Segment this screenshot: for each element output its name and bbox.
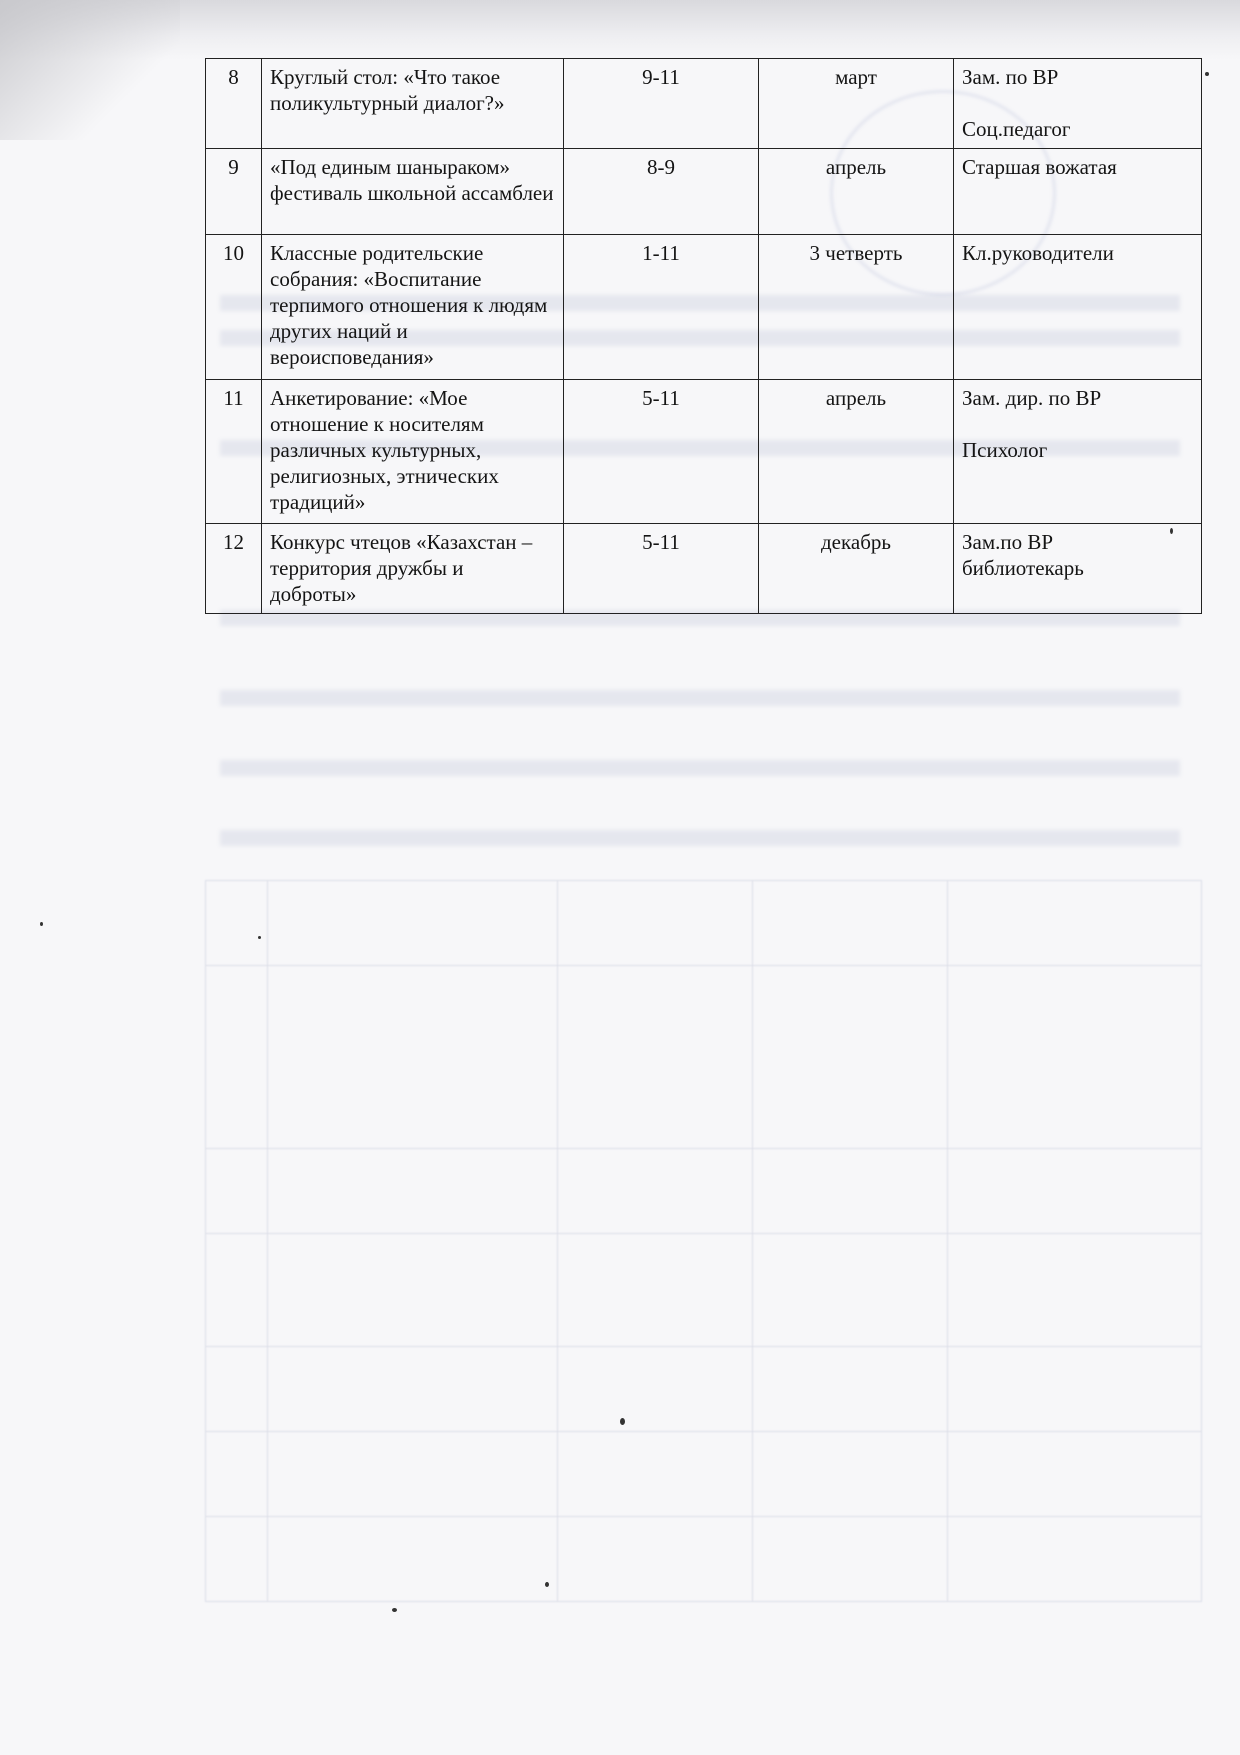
scan-speck <box>1170 528 1173 534</box>
term-cell: 3 четверть <box>759 235 954 380</box>
grades-cell: 5-11 <box>564 524 759 614</box>
bleed-text-line <box>220 830 1180 846</box>
responsible-cell <box>954 59 1202 149</box>
responsible-name: Кл.руководители <box>962 241 1114 265</box>
table-row <box>206 380 1202 524</box>
responsible-cell <box>954 380 1202 524</box>
grades-cell: 8-9 <box>564 149 759 235</box>
responsible-name: Зам. по ВР <box>962 65 1059 89</box>
term-cell: март <box>759 59 954 149</box>
scan-speck <box>545 1582 549 1587</box>
row-number: 11 <box>206 380 262 524</box>
responsible-name: библиотекарь <box>962 556 1084 580</box>
event-title: «Под единым шаныраком» фестиваль школьной ассамблеи <box>262 149 564 235</box>
scan-corner-shadow <box>0 0 180 140</box>
responsible-name: Зам.по ВР <box>962 530 1054 554</box>
scan-speck <box>620 1418 625 1425</box>
responsible-name: Психолог <box>962 438 1048 462</box>
responsible-cell <box>954 149 1202 235</box>
table-row <box>206 149 1202 235</box>
responsible-name: Зам. дир. по ВР <box>962 386 1102 410</box>
term-cell: декабрь <box>759 524 954 614</box>
responsible-cell <box>954 235 1202 380</box>
responsible-name: Соц.педагог <box>962 117 1071 141</box>
scan-top-shadow <box>0 0 1240 60</box>
row-number: 10 <box>206 235 262 380</box>
scan-speck <box>258 936 261 939</box>
bleed-text-line <box>220 760 1180 776</box>
scan-speck <box>1205 72 1209 76</box>
event-title: Круглый стол: «Что такое поликультурный диалог?» <box>262 59 564 149</box>
table-row <box>206 59 1202 149</box>
grades-cell: 9-11 <box>564 59 759 149</box>
event-title: Анкетирование: «Мое отношение к носителям различных культурных, религиозных, этнических традиций» <box>262 380 564 524</box>
bleed-through-table <box>205 880 1201 1602</box>
bleed-text-line <box>220 690 1180 706</box>
term-cell: апрель <box>759 149 954 235</box>
event-title: Конкурс чтецов «Казахстан – территория дружбы и доброты» <box>262 524 564 614</box>
row-number: 9 <box>206 149 262 235</box>
table-row <box>206 524 1202 614</box>
scan-speck <box>40 922 43 926</box>
row-number: 8 <box>206 59 262 149</box>
events-table <box>205 58 1202 614</box>
table-row <box>206 235 1202 380</box>
grades-cell: 1-11 <box>564 235 759 380</box>
scan-speck <box>392 1608 397 1612</box>
row-number: 12 <box>206 524 262 614</box>
responsible-name: Старшая вожатая <box>962 155 1117 179</box>
responsible-cell <box>954 524 1202 614</box>
grades-cell: 5-11 <box>564 380 759 524</box>
term-cell: апрель <box>759 380 954 524</box>
event-title: Классные родительские собрания: «Воспитание терпимого отношения к людям других наций и вероисповедания» <box>262 235 564 380</box>
